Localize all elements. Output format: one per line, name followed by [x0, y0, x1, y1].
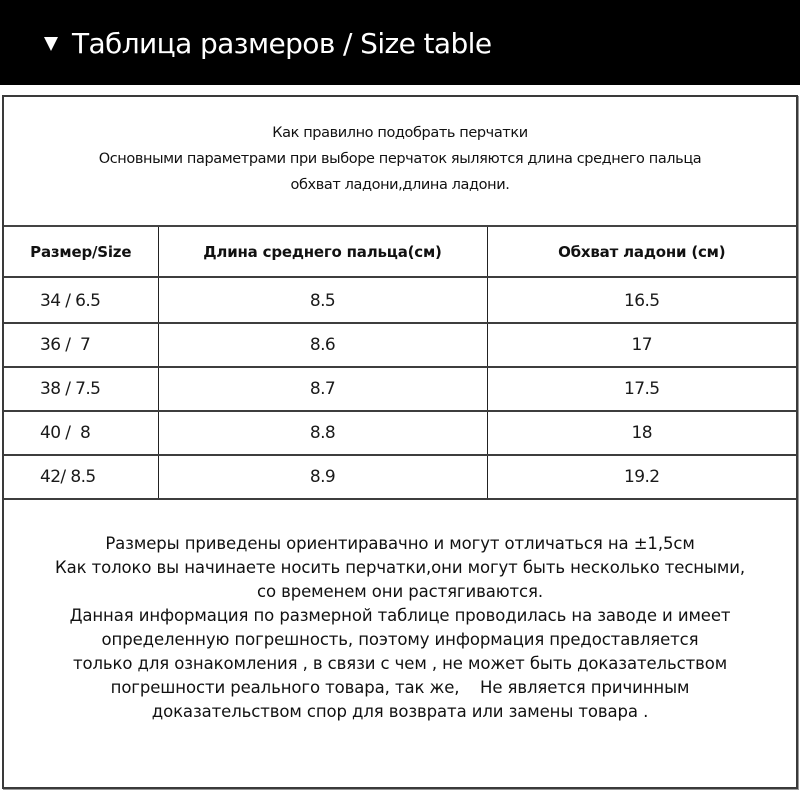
size-chart-sheet [2, 95, 798, 789]
table-row [4, 455, 796, 499]
cell-size: 40 / 8 [4, 411, 158, 455]
disclaimer-line: только для ознакомления , в связи с чем , не может быть доказательством [72, 654, 728, 673]
cell-palm-girth: 18 [487, 411, 796, 455]
cell-finger-length: 8.9 [158, 455, 487, 499]
table-row [4, 367, 796, 411]
page-title: Таблица размеров / Size table [72, 27, 492, 60]
cell-finger-length: 8.5 [158, 277, 487, 323]
intro-heading: Как правилно подобрать перчатки [272, 125, 528, 141]
cell-palm-girth: 17 [487, 323, 796, 367]
intro-text: обхват ладони,длина ладони. [290, 177, 510, 193]
cell-finger-length: 8.8 [158, 411, 487, 455]
table-header-row [4, 227, 796, 277]
header-banner [0, 0, 800, 85]
intro-text: Основными параметрами при выборе перчаток яыляются длина среднего пальца [98, 151, 702, 167]
table-row [4, 323, 796, 367]
cell-finger-length: 8.6 [158, 323, 487, 367]
disclaimer-line: Размеры приведены ориентиравачно и могут отличаться на ±1,5см [105, 534, 695, 553]
disclaimer-line: определенную погрешность, поэтому информация предоставляется [101, 630, 699, 649]
table-row [4, 411, 796, 455]
disclaimer-section [4, 501, 796, 724]
disclaimer-line: доказательством спор для возврата или замены товара . [151, 702, 649, 721]
cell-size: 36 / 7 [4, 323, 158, 367]
intro-section [4, 97, 796, 227]
disclaimer-line: Данная информация по размерной таблице проводилась на заводе и имеет [69, 606, 731, 625]
table-row [4, 277, 796, 323]
cell-palm-girth: 17.5 [487, 367, 796, 411]
cell-size: 38 / 7.5 [4, 367, 158, 411]
cell-size: 34 / 6.5 [4, 277, 158, 323]
column-header-finger-length: Длина среднего пальца(см) [158, 227, 487, 277]
triangle-down-icon [44, 37, 58, 51]
cell-finger-length: 8.7 [158, 367, 487, 411]
disclaimer-line: погрешности реального товара, так же, Не является причинным [110, 678, 690, 697]
size-table [4, 227, 796, 500]
disclaimer-line: Как толоко вы начинаете носить перчатки,они могут быть несколько тесными, [54, 558, 746, 577]
disclaimer-line: со временем они растягиваются. [256, 582, 543, 601]
cell-size: 42/ 8.5 [4, 455, 158, 499]
column-header-size: Размер/Size [4, 227, 158, 277]
cell-palm-girth: 19.2 [487, 455, 796, 499]
cell-palm-girth: 16.5 [487, 277, 796, 323]
column-header-palm-girth: Обхват ладони (см) [487, 227, 796, 277]
